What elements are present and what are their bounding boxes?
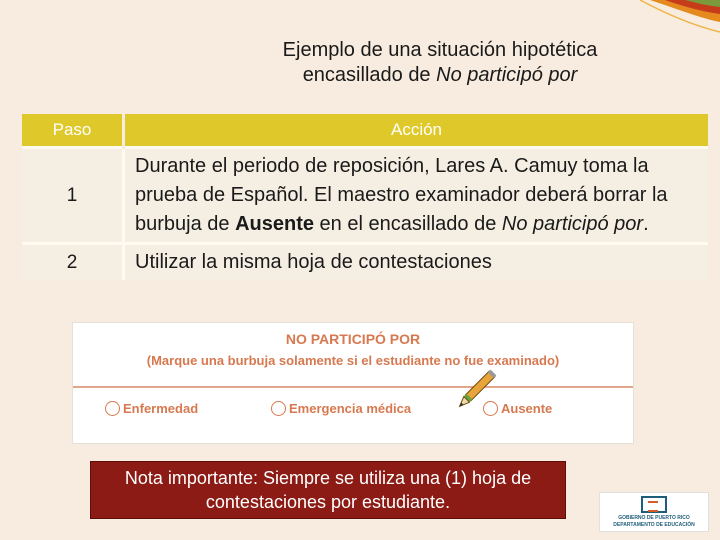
step-action: Utilizar la misma hoja de contestaciones [124,244,709,281]
form-subtitle: (Marque una burbuja solamente si el estudiante no fue examinado) [146,353,560,368]
step-action: Durante el periodo de reposición, Lares A. Camuy toma la prueba de Español. El maestro examinador deberá borrar la burbuja de Ausente en el encasillado de No participó por. [124,148,709,244]
pencil-icon [448,368,498,418]
table-row [22,244,708,281]
important-note: Nota importante: Siempre se utiliza una (1) hoja de contestaciones por estudiante. [90,461,566,519]
option-emergencia-medica[interactable]: Emergencia médica [271,401,411,416]
slide-title [0,38,720,88]
step-number: 2 [22,244,124,281]
form-divider [73,386,633,388]
bubble-icon [271,401,286,416]
option-ausente[interactable]: Ausente [483,401,552,416]
steps-table [22,114,708,280]
form-title: NO PARTICIPÓ POR [285,331,421,347]
logo-mark-icon [641,496,667,513]
department-logo: GOBIERNO DE PUERTO RICO DEPARTAMENTO DE EDUCACIÓN [599,492,709,532]
option-enfermedad[interactable]: Enfermedad [105,401,198,416]
step-number: 1 [22,148,124,244]
answer-sheet-excerpt [72,322,634,444]
title-line-2: encasillado de No participó por [302,64,578,86]
header-action: Acción [124,114,709,148]
header-step: Paso [22,114,124,148]
bubble-icon [105,401,120,416]
table-row [22,148,708,244]
title-line-1: Ejemplo de una situación hipotética [282,39,598,61]
